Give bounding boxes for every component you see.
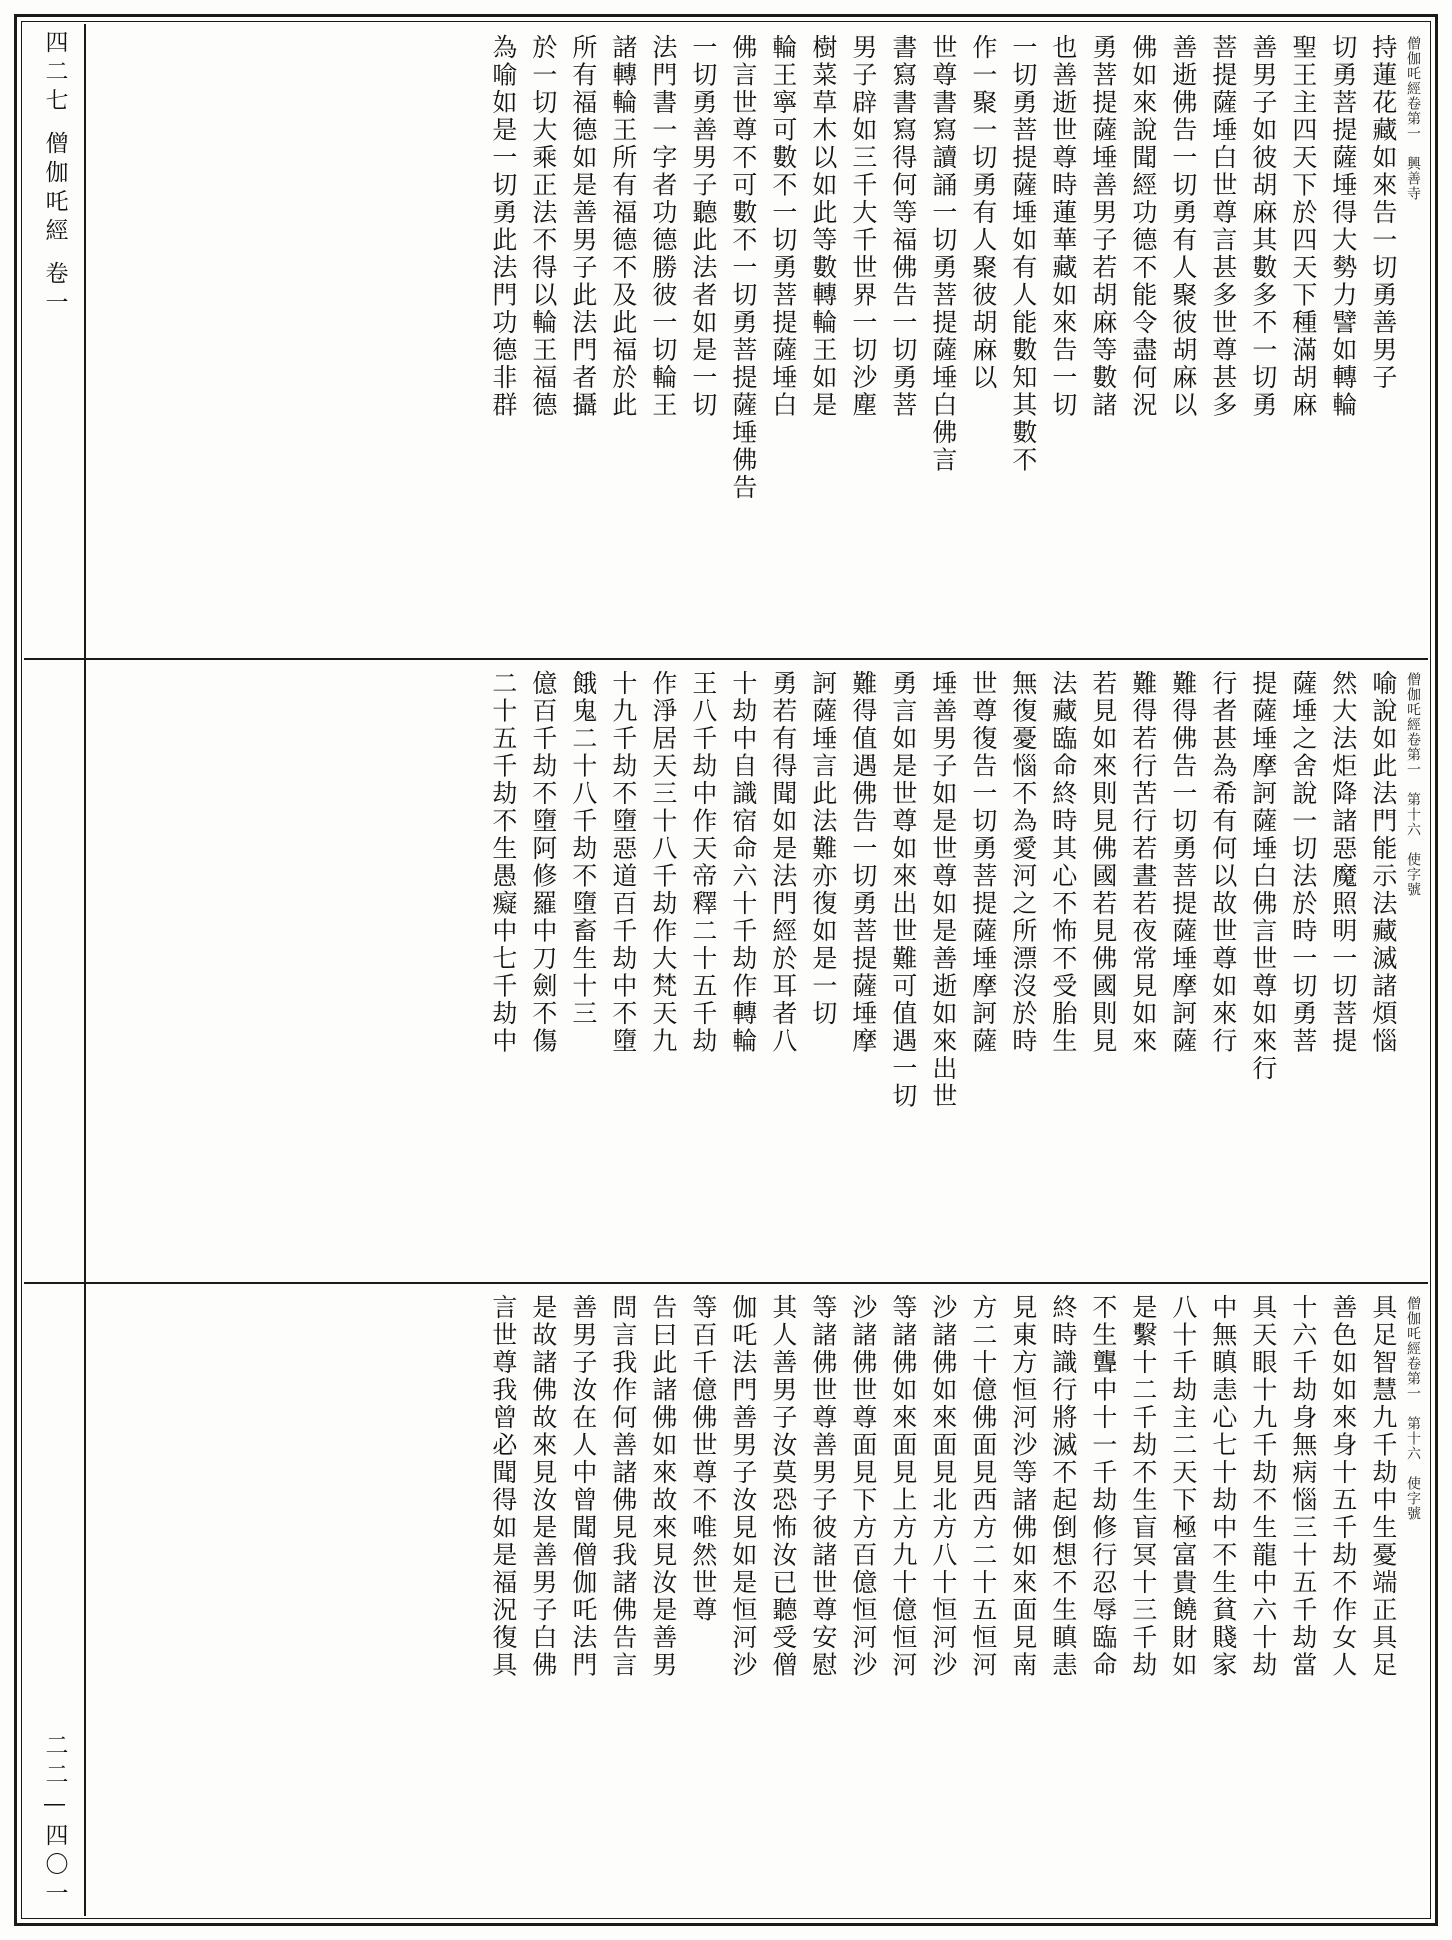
- text-column: 一切勇善男子聽此法者如是一切: [688, 34, 718, 419]
- text-column: 難得佛告一切勇菩提薩埵摩訶薩: [1168, 669, 1198, 1055]
- text-register-top: [24, 24, 1428, 660]
- spine-top: [24, 24, 86, 658]
- text-column: 佛言世尊不可數不一切勇菩提薩埵佛告: [728, 34, 758, 502]
- text-column: 二十五千劫不生愚癡中七千劫中: [488, 669, 518, 1055]
- text-column: 十九千劫不墮惡道百千劫中不墮: [608, 669, 638, 1055]
- text-column: 法門書一字者功德勝彼一切輪王: [648, 34, 678, 419]
- text-column: 等百千億佛世尊不唯然世尊: [688, 1294, 718, 1625]
- text-column: 具天眼十九千劫不生龍中六十劫: [1248, 1294, 1278, 1680]
- marginal-note-bottom: 僧伽吒經卷第一 第十六 使字號: [1405, 1296, 1421, 1522]
- text-column: 一切勇菩提薩埵如有人能數知其數不: [1008, 34, 1038, 474]
- text-column: 沙諸佛世尊面見下方百億恒河沙: [848, 1294, 878, 1680]
- columns-middle: [484, 660, 1428, 1282]
- text-column: 無復憂惱不為愛河之所漂沒於時: [1008, 669, 1038, 1055]
- volume-label: 卷一: [41, 261, 68, 319]
- sutra-title: 僧伽吒經: [41, 131, 68, 247]
- text-column: 億百千劫不墮阿修羅中刀劍不傷: [528, 669, 558, 1055]
- title-block: [24, 30, 86, 319]
- text-column: 作淨居天三十八千劫作大梵天九: [648, 669, 678, 1055]
- page-number-bottom: 二二—四〇一: [41, 1732, 68, 1910]
- text-column: 為喻如是一切勇此法門功德非群: [488, 34, 518, 419]
- text-column: 善男子如彼胡麻其數多不一切勇: [1248, 34, 1278, 419]
- text-column: 具足智慧九千劫中生憂端正具足: [1368, 1294, 1398, 1680]
- text-column: 是故諸佛故來見汝是善男子白佛: [528, 1294, 558, 1680]
- text-column: 終時識行將滅不起倒想不生瞋恚: [1048, 1294, 1078, 1680]
- text-column: 八十千劫主二天下極富貴饒財如: [1168, 1294, 1198, 1680]
- text-column: 善色如如來身十五千劫不作女人: [1328, 1294, 1358, 1680]
- text-column: 等諸佛如來面見上方九十億恒河: [888, 1294, 918, 1680]
- text-column: 喻說如此法門能示法藏滅諸煩惱: [1368, 669, 1398, 1055]
- spine-middle: [24, 660, 86, 1282]
- text-column: 書寫書寫得何等福佛告一切勇菩: [888, 34, 918, 419]
- text-column: 然大法炬降諸惡魔照明一切菩提: [1328, 669, 1358, 1055]
- footer-block: [24, 1733, 86, 1910]
- text-column: 十六千劫身無病惱三十五千劫當: [1288, 1294, 1318, 1680]
- text-column: 方二十億佛面見西方二十五恒河: [968, 1294, 998, 1680]
- text-column: 男子辟如三千大千世界一切沙塵: [848, 34, 878, 419]
- text-column: 難得值遇佛告一切勇菩提薩埵摩: [848, 669, 878, 1055]
- text-column: 持蓮花藏如來告一切勇善男子: [1368, 34, 1398, 392]
- text-column: 勇菩提薩埵善男子若胡麻等數諸: [1088, 34, 1118, 419]
- text-column: 作一聚一切勇有人聚彼胡麻以: [968, 34, 998, 392]
- text-column: 諸轉輪王所有福德不及此福於此: [608, 34, 638, 419]
- text-column: 等諸佛世尊善男子彼諸世尊安慰: [808, 1294, 838, 1680]
- marginal-note-top: 僧伽吒經卷第一 興善寺: [1405, 36, 1421, 201]
- marginal-note-middle: 僧伽吒經卷第一 第十六 使字號: [1405, 671, 1421, 897]
- text-column: 十劫中自識宿命六十千劫作轉輪: [728, 669, 758, 1055]
- text-column: 法藏臨命終時其心不怖不受胎生: [1048, 669, 1078, 1055]
- text-column: 若見如來則見佛國若見佛國則見: [1088, 669, 1118, 1055]
- text-column: 菩提薩埵白世尊言甚多世尊甚多: [1208, 34, 1238, 419]
- text-column: 其人善男子汝莫恐怖汝已聽受僧: [768, 1294, 798, 1680]
- text-column: 難得若行苦行若晝若夜常見如來: [1128, 669, 1158, 1055]
- text-column: 薩埵之舍說一切法於時一切勇菩: [1288, 669, 1318, 1055]
- text-register-bottom: [24, 1284, 1428, 1916]
- columns-bottom: [484, 1284, 1428, 1916]
- text-column: 埵善男子如是世尊如是善逝如來出世: [928, 669, 958, 1110]
- text-column: 聖王主四天下於四天下種滿胡麻: [1288, 34, 1318, 419]
- text-column: 告曰此諸佛如來故來見汝是善男: [648, 1294, 678, 1680]
- text-column: 勇言如是世尊如來出世難可值遇一切: [888, 669, 918, 1110]
- text-column: 提薩埵摩訶薩埵白佛言世尊如來行: [1248, 669, 1278, 1083]
- text-column: 見東方恒河沙等諸佛如來面見南: [1008, 1294, 1038, 1680]
- text-column: 中無瞋恚心七十劫中不生貧賤家: [1208, 1294, 1238, 1680]
- text-column: 勇若有得聞如是法門經於耳者八: [768, 669, 798, 1055]
- text-column: 餓鬼二十八千劫不墮畜生十三: [568, 669, 598, 1028]
- text-column: 世尊復告一切勇菩提薩埵摩訶薩: [968, 669, 998, 1055]
- text-column: 於一切大乘正法不得以輪王福德: [528, 34, 558, 419]
- text-column: 世尊書寫讀誦一切勇菩提薩埵白佛言: [928, 34, 958, 474]
- text-register-middle: [24, 660, 1428, 1284]
- text-column: 沙諸佛如來面見北方八十恒河沙: [928, 1294, 958, 1680]
- text-column: 問言我作何善諸佛見我諸佛告言: [608, 1294, 638, 1680]
- spine-bottom: [24, 1284, 86, 1916]
- text-column: 佛如來說聞經功德不能令盡何況: [1128, 34, 1158, 419]
- text-column: 善逝佛告一切勇有人聚彼胡麻以: [1168, 34, 1198, 419]
- text-column: 訶薩埵言此法難亦復如是一切: [808, 669, 838, 1028]
- columns-top: [484, 24, 1428, 658]
- text-column: 言世尊我曾必聞得如是福況復具: [488, 1294, 518, 1680]
- text-column: 伽吒法門善男子汝見如是恒河沙: [728, 1294, 758, 1680]
- page-number-top: 四二七: [41, 30, 68, 117]
- text-column: 善男子汝在人中曾聞僧伽吒法門: [568, 1294, 598, 1680]
- page-content: [24, 24, 1428, 1916]
- text-column: 是繫十二千劫不生盲冥十三千劫: [1128, 1294, 1158, 1680]
- text-column: 不生聾中十一千劫修行忍辱臨命: [1088, 1294, 1118, 1680]
- text-column: 樹菜草木以如此等數轉輪王如是: [808, 34, 838, 419]
- text-column: 切勇菩提薩埵得大勢力譬如轉輪: [1328, 34, 1358, 419]
- text-column: 王八千劫中作天帝釋二十五千劫: [688, 669, 718, 1055]
- text-column: 輪王寧可數不一切勇菩提薩埵白: [768, 34, 798, 419]
- text-column: 行者甚為希有何以故世尊如來行: [1208, 669, 1238, 1055]
- text-column: 所有福德如是善男子此法門者攝: [568, 34, 598, 419]
- text-column: 也善逝世尊時蓮華藏如來告一切: [1048, 34, 1078, 419]
